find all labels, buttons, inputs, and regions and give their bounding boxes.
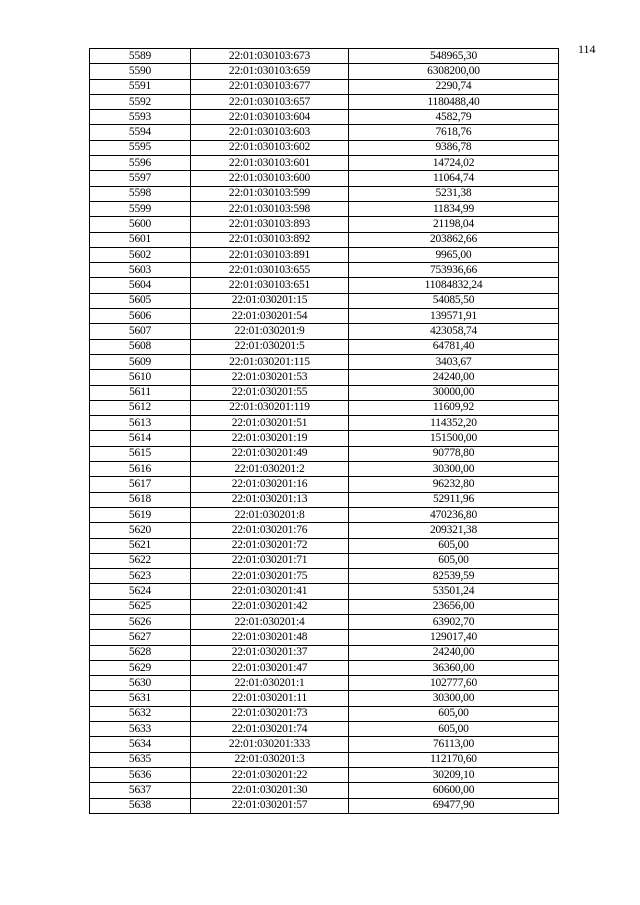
value-cell: 14724,02 [349,156,559,171]
row-number-cell: 5611 [90,385,191,400]
value-cell: 9386,78 [349,140,559,155]
table-row [90,614,559,629]
cadastral-number-cell: 22:01:030201:5 [191,339,349,354]
table-row [90,79,559,94]
row-number-cell: 5608 [90,339,191,354]
table-row [90,752,559,767]
value-cell: 6308200,00 [349,64,559,79]
cadastral-number-cell: 22:01:030103:603 [191,125,349,140]
table-row [90,599,559,614]
value-cell: 82539,59 [349,569,559,584]
cadastral-number-cell: 22:01:030201:37 [191,645,349,660]
cadastral-number-cell: 22:01:030201:54 [191,309,349,324]
value-cell: 4582,79 [349,110,559,125]
table-row [90,492,559,507]
cadastral-number-cell: 22:01:030201:11 [191,691,349,706]
row-number-cell: 5604 [90,278,191,293]
table-row [90,507,559,522]
row-number-cell: 5629 [90,660,191,675]
row-number-cell: 5616 [90,462,191,477]
value-cell: 605,00 [349,553,559,568]
row-number-cell: 5614 [90,431,191,446]
value-cell: 470236,80 [349,507,559,522]
row-number-cell: 5605 [90,293,191,308]
row-number-cell: 5636 [90,767,191,782]
value-cell: 753936,66 [349,263,559,278]
row-number-cell: 5597 [90,171,191,186]
cadastral-number-cell: 22:01:030201:53 [191,370,349,385]
value-cell: 1180488,40 [349,94,559,109]
row-number-cell: 5613 [90,416,191,431]
row-number-cell: 5593 [90,110,191,125]
value-cell: 23656,00 [349,599,559,614]
row-number-cell: 5620 [90,523,191,538]
row-number-cell: 5630 [90,676,191,691]
cadastral-number-cell: 22:01:030103:651 [191,278,349,293]
row-number-cell: 5601 [90,232,191,247]
cadastral-number-cell: 22:01:030201:51 [191,416,349,431]
table-row [90,64,559,79]
cadastral-number-cell: 22:01:030201:19 [191,431,349,446]
row-number-cell: 5623 [90,569,191,584]
cadastral-number-cell: 22:01:030201:22 [191,767,349,782]
value-cell: 24240,00 [349,645,559,660]
row-number-cell: 5591 [90,79,191,94]
row-number-cell: 5638 [90,798,191,813]
table-row [90,385,559,400]
cadastral-number-cell: 22:01:030103:677 [191,79,349,94]
cadastral-value-table [89,48,559,814]
table-row [90,324,559,339]
row-number-cell: 5596 [90,156,191,171]
value-cell: 60600,00 [349,783,559,798]
row-number-cell: 5632 [90,706,191,721]
cadastral-number-cell: 22:01:030201:16 [191,477,349,492]
cadastral-number-cell: 22:01:030201:15 [191,293,349,308]
value-cell: 548965,30 [349,49,559,64]
value-cell: 605,00 [349,538,559,553]
row-number-cell: 5622 [90,553,191,568]
row-number-cell: 5602 [90,247,191,262]
value-cell: 11834,99 [349,201,559,216]
row-number-cell: 5603 [90,263,191,278]
cadastral-number-cell: 22:01:030201:115 [191,354,349,369]
table-row [90,110,559,125]
value-cell: 605,00 [349,722,559,737]
table-row [90,400,559,415]
table-row [90,477,559,492]
table-row [90,691,559,706]
table-row [90,354,559,369]
value-cell: 423058,74 [349,324,559,339]
row-number-cell: 5628 [90,645,191,660]
cadastral-number-cell: 22:01:030103:600 [191,171,349,186]
table-row [90,431,559,446]
value-cell: 209321,38 [349,523,559,538]
value-cell: 36360,00 [349,660,559,675]
cadastral-number-cell: 22:01:030201:2 [191,462,349,477]
cadastral-number-cell: 22:01:030201:1 [191,676,349,691]
table-row [90,798,559,813]
row-number-cell: 5590 [90,64,191,79]
table-row [90,309,559,324]
table-row [90,156,559,171]
cadastral-number-cell: 22:01:030103:891 [191,247,349,262]
cadastral-number-cell: 22:01:030201:72 [191,538,349,553]
cadastral-number-cell: 22:01:030201:9 [191,324,349,339]
table-row [90,706,559,721]
cadastral-number-cell: 22:01:030103:892 [191,232,349,247]
cadastral-number-cell: 22:01:030201:30 [191,783,349,798]
value-cell: 9965,00 [349,247,559,262]
value-cell: 203862,66 [349,232,559,247]
cadastral-number-cell: 22:01:030201:74 [191,722,349,737]
table-row [90,553,559,568]
value-cell: 64781,40 [349,339,559,354]
cadastral-number-cell: 22:01:030103:673 [191,49,349,64]
table-row [90,293,559,308]
value-cell: 7618,76 [349,125,559,140]
table-row [90,584,559,599]
row-number-cell: 5633 [90,722,191,737]
value-cell: 21198,04 [349,217,559,232]
value-cell: 90778,80 [349,446,559,461]
value-cell: 5231,38 [349,186,559,201]
value-cell: 30209,10 [349,767,559,782]
row-number-cell: 5609 [90,354,191,369]
row-number-cell: 5594 [90,125,191,140]
table-row [90,767,559,782]
value-cell: 76113,00 [349,737,559,752]
value-cell: 112170,60 [349,752,559,767]
row-number-cell: 5606 [90,309,191,324]
row-number-cell: 5626 [90,614,191,629]
row-number-cell: 5625 [90,599,191,614]
value-cell: 151500,00 [349,431,559,446]
value-cell: 2290,74 [349,79,559,94]
value-cell: 11084832,24 [349,278,559,293]
value-cell: 129017,40 [349,630,559,645]
row-number-cell: 5607 [90,324,191,339]
cadastral-number-cell: 22:01:030201:119 [191,400,349,415]
row-number-cell: 5592 [90,94,191,109]
row-number-cell: 5600 [90,217,191,232]
value-cell: 30300,00 [349,462,559,477]
row-number-cell: 5595 [90,140,191,155]
value-cell: 54085,50 [349,293,559,308]
table-row [90,125,559,140]
row-number-cell: 5612 [90,400,191,415]
cadastral-number-cell: 22:01:030201:8 [191,507,349,522]
table-row [90,232,559,247]
table-row [90,171,559,186]
value-cell: 69477,90 [349,798,559,813]
table-row [90,446,559,461]
row-number-cell: 5618 [90,492,191,507]
table-row [90,94,559,109]
cadastral-number-cell: 22:01:030103:604 [191,110,349,125]
row-number-cell: 5599 [90,201,191,216]
row-number-cell: 5624 [90,584,191,599]
table-row [90,370,559,385]
table-row [90,247,559,262]
table-row [90,186,559,201]
row-number-cell: 5610 [90,370,191,385]
table-row [90,783,559,798]
table-row [90,660,559,675]
row-number-cell: 5634 [90,737,191,752]
cadastral-number-cell: 22:01:030201:47 [191,660,349,675]
row-number-cell: 5589 [90,49,191,64]
value-cell: 30000,00 [349,385,559,400]
value-cell: 11064,74 [349,171,559,186]
table-row [90,49,559,64]
row-number-cell: 5635 [90,752,191,767]
cadastral-number-cell: 22:01:030201:49 [191,446,349,461]
row-number-cell: 5627 [90,630,191,645]
value-cell: 139571,91 [349,309,559,324]
value-cell: 30300,00 [349,691,559,706]
page-number: 114 [578,42,596,56]
table-row [90,263,559,278]
row-number-cell: 5621 [90,538,191,553]
table-row [90,722,559,737]
cadastral-number-cell: 22:01:030103:602 [191,140,349,155]
value-cell: 102777,60 [349,676,559,691]
row-number-cell: 5619 [90,507,191,522]
cadastral-number-cell: 22:01:030103:598 [191,201,349,216]
table-row [90,416,559,431]
cadastral-number-cell: 22:01:030201:3 [191,752,349,767]
cadastral-number-cell: 22:01:030201:333 [191,737,349,752]
cadastral-number-cell: 22:01:030201:42 [191,599,349,614]
cadastral-number-cell: 22:01:030201:4 [191,614,349,629]
row-number-cell: 5598 [90,186,191,201]
table-row [90,523,559,538]
table-row [90,737,559,752]
value-cell: 114352,20 [349,416,559,431]
cadastral-number-cell: 22:01:030201:13 [191,492,349,507]
cadastral-number-cell: 22:01:030201:41 [191,584,349,599]
table-row [90,630,559,645]
value-cell: 24240,00 [349,370,559,385]
table-row [90,278,559,293]
cadastral-number-cell: 22:01:030201:75 [191,569,349,584]
table-row [90,676,559,691]
cadastral-number-cell: 22:01:030201:57 [191,798,349,813]
value-cell: 3403,67 [349,354,559,369]
row-number-cell: 5615 [90,446,191,461]
cadastral-number-cell: 22:01:030103:659 [191,64,349,79]
cadastral-number-cell: 22:01:030103:599 [191,186,349,201]
table-row [90,462,559,477]
value-cell: 63902,70 [349,614,559,629]
value-cell: 96232,80 [349,477,559,492]
row-number-cell: 5637 [90,783,191,798]
cadastral-number-cell: 22:01:030201:73 [191,706,349,721]
table-row [90,140,559,155]
table-row [90,201,559,216]
value-cell: 605,00 [349,706,559,721]
cadastral-number-cell: 22:01:030103:657 [191,94,349,109]
cadastral-number-cell: 22:01:030201:55 [191,385,349,400]
row-number-cell: 5617 [90,477,191,492]
cadastral-number-cell: 22:01:030103:655 [191,263,349,278]
cadastral-number-cell: 22:01:030201:76 [191,523,349,538]
table-body [90,49,559,814]
value-cell: 52911,96 [349,492,559,507]
cadastral-number-cell: 22:01:030103:893 [191,217,349,232]
cadastral-number-cell: 22:01:030201:71 [191,553,349,568]
table-row [90,645,559,660]
value-cell: 53501,24 [349,584,559,599]
value-cell: 11609,92 [349,400,559,415]
table-row [90,217,559,232]
table-row [90,569,559,584]
cadastral-number-cell: 22:01:030103:601 [191,156,349,171]
table-row [90,538,559,553]
table-row [90,339,559,354]
row-number-cell: 5631 [90,691,191,706]
cadastral-number-cell: 22:01:030201:48 [191,630,349,645]
